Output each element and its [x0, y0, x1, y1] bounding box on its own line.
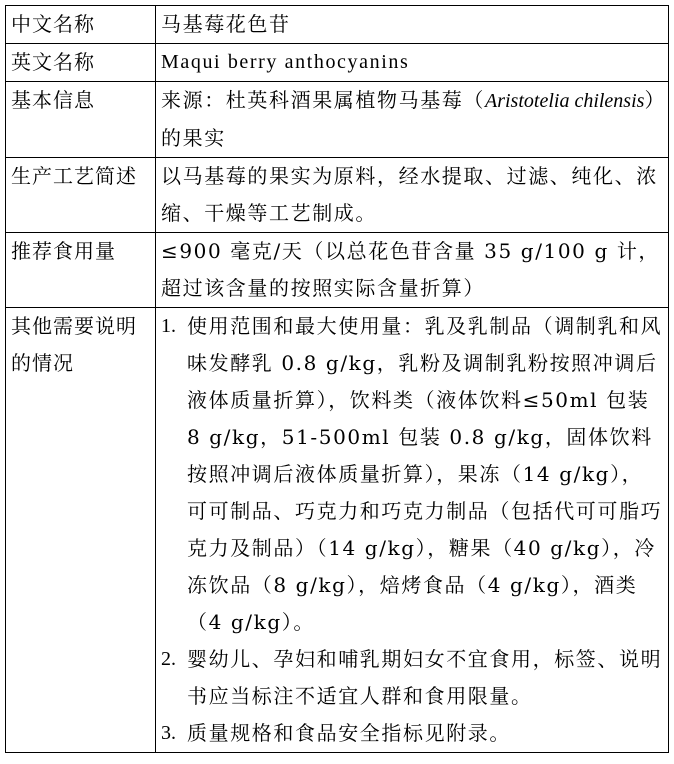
row-other-notes: [6, 308, 669, 753]
value-chinese-name: 马基莓花色苷: [156, 6, 669, 44]
label-recommended-intake: 推荐食用量: [6, 233, 156, 308]
note-number: 3.: [161, 722, 176, 744]
label-basic-info: 基本信息: [6, 82, 156, 158]
label-other-notes: 其他需要说明的情况: [6, 308, 156, 753]
row-basic-info: [6, 82, 669, 158]
note-item: [161, 715, 663, 752]
value-other-notes: [156, 308, 669, 753]
label-english-name: 英文名称: [6, 44, 156, 82]
label-production-process: 生产工艺简述: [6, 158, 156, 233]
value-recommended-intake: ≤900 毫克/天（以总花色苷含量 35 g/100 g 计，超过该含量的按照实际含量折算）: [156, 233, 669, 308]
species-latin-name: Aristotelia chilensis: [485, 90, 645, 112]
note-text: 使用范围和最大使用量：乳及乳制品（调制乳和风味发酵乳 0.8 g/kg，乳粉及调制乳粉按照冲调后液体质量折算），饮料类（液体饮料≤50ml 包装 8 g/kg，51-500ml 包装 0.8 g/kg，固体饮料按照冲调后液体质量折算），果冻（14 g/kg），可可制品、巧克力和巧克力制品（包括代可可脂巧克力及制品）（14 g/kg），糖果（40 g/kg），冷冻饮品（8 g/kg），焙烤食品（4 g/kg），酒类（4 g/kg）。: [187, 314, 663, 634]
row-chinese-name: [6, 6, 669, 44]
notes-list: [161, 308, 663, 752]
value-english-name: Maqui berry anthocyanins: [156, 44, 669, 82]
value-production-process: 以马基莓的果实为原料，经水提取、过滤、纯化、浓缩、干燥等工艺制成。: [156, 158, 669, 233]
note-number: 2.: [161, 648, 176, 670]
row-recommended-intake: [6, 233, 669, 308]
label-chinese-name: 中文名称: [6, 6, 156, 44]
note-item: [161, 641, 663, 715]
note-text: 婴幼儿、孕妇和哺乳期妇女不宜食用，标签、说明书应当标注不适宜人群和食用限量。: [187, 647, 663, 708]
row-production-process: [6, 158, 669, 233]
spec-table: [5, 5, 669, 753]
note-item: [161, 308, 663, 641]
row-english-name: [6, 44, 669, 82]
basic-info-prefix: 来源：杜英科酒果属植物马基莓（: [161, 88, 485, 112]
note-number: 1.: [161, 315, 176, 337]
value-basic-info: [156, 82, 669, 158]
note-text: 质量规格和食品安全指标见附录。: [187, 721, 511, 745]
basic-info-suffix: ）的果实: [161, 88, 657, 150]
